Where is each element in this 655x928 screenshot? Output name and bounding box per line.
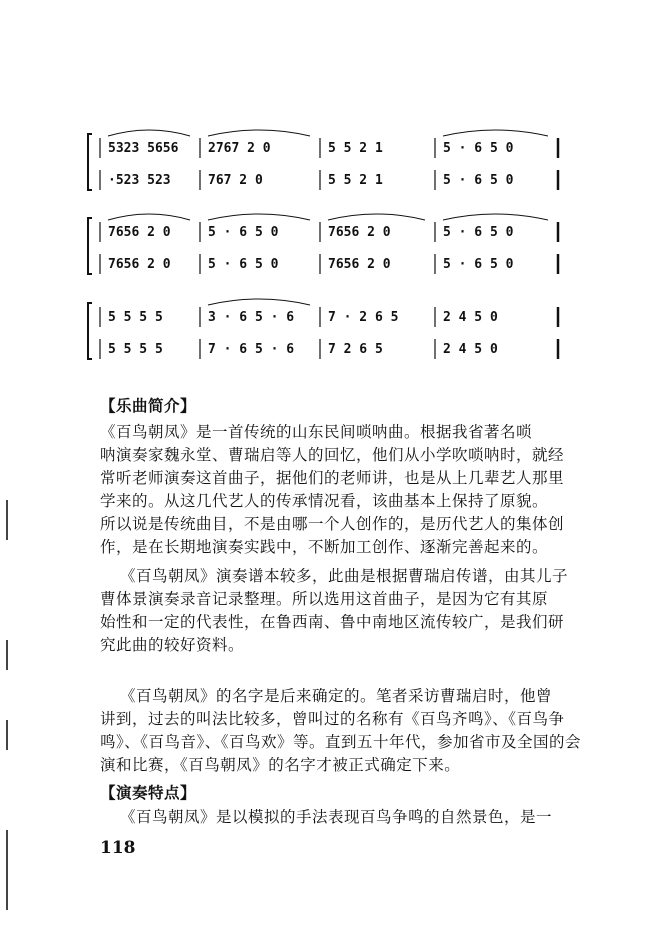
slur — [328, 214, 425, 220]
slur — [208, 130, 310, 136]
measure-notes: 7656 2 0 — [108, 257, 171, 272]
measure-notes: 5 · 6 5 0 — [443, 225, 514, 240]
intro-paragraph-2 — [100, 565, 580, 657]
measure-notes: 5 · 6 5 0 — [443, 141, 514, 156]
measure-notes: 7 · 2 6 5 — [328, 310, 399, 325]
slur — [208, 214, 310, 220]
intro-paragraph-3 — [100, 685, 580, 777]
intro-paragraph-1 — [100, 421, 580, 559]
measure-notes: 5 · 6 5 0 — [443, 257, 514, 272]
measure-notes: 3 · 6 5 · 6 — [208, 310, 295, 325]
slur — [108, 130, 190, 136]
text-line: 呐演奏家魏永堂、曹瑞启等人的回忆，他们从小学吹唢呐时，就经 — [100, 446, 565, 464]
text-line: 《百鸟朝凤》的名字是后来确定的。笔者采访曹瑞启时，他曾 — [120, 687, 553, 705]
text-line: 究此曲的较好资料。 — [100, 636, 245, 654]
measure-notes: ·523 523 — [108, 173, 171, 188]
text-line: 讲到，过去的叫法比较多，曾叫过的名称有《百鸟齐鸣》、《百鸟争 — [100, 710, 565, 728]
performance-heading: 【演奏特点】 — [100, 784, 197, 802]
binding-mark — [6, 720, 8, 750]
measure-notes: 5 · 6 5 0 — [443, 173, 514, 188]
text-line: 所以说是传统曲目，不是由哪一个人创作的，是历代艺人的集体创 — [100, 515, 565, 533]
intro-heading: 【乐曲简介】 — [100, 397, 197, 415]
slur — [208, 299, 310, 305]
slur — [443, 214, 548, 220]
measure-notes: 5 5 5 5 — [108, 342, 163, 357]
text-line: 演和比赛，《百鸟朝凤》的名字才被正式确定下来。 — [100, 756, 461, 774]
system-bracket — [88, 303, 92, 359]
system-bracket — [88, 134, 92, 190]
measure-notes: 5 5 2 1 — [328, 141, 383, 156]
binding-mark — [6, 500, 8, 540]
measure-notes: 7656 2 0 — [108, 225, 171, 240]
music-score — [80, 118, 580, 388]
measure-notes: 2 4 5 0 — [443, 342, 498, 357]
page-number: 118 — [100, 838, 136, 858]
slur — [108, 214, 190, 220]
text-line: 曹体景演奏录音记录整理。所以选用这首曲子，是因为它有其原 — [100, 590, 549, 608]
system-bracket — [88, 218, 92, 274]
binding-mark — [6, 640, 8, 670]
text-line: 始性和一定的代表性，在鲁西南、鲁中南地区流传较广，是我们研 — [100, 613, 565, 631]
measure-notes: 7 2 6 5 — [328, 342, 383, 357]
text-line: 鸣》、《百鸟音》、《百鸟欢》等。直到五十年代，参加省市及全国的会 — [100, 733, 582, 751]
slur — [443, 130, 548, 136]
binding-mark — [6, 830, 8, 910]
measure-notes: 5 5 2 1 — [328, 173, 383, 188]
measure-notes: 5 5 5 5 — [108, 310, 163, 325]
text-line: 常听老师演奏这首曲子，据他们的老师讲，也是从上几辈艺人那里 — [100, 469, 565, 487]
text-line: 《百鸟朝凤》演奏谱本较多，此曲是根据曹瑞启传谱，由其儿子 — [120, 567, 569, 585]
measure-notes: 5 · 6 5 0 — [208, 257, 279, 272]
measure-notes: 7656 2 0 — [328, 225, 391, 240]
measure-notes: 2767 2 0 — [208, 141, 271, 156]
performance-paragraph-1 — [100, 806, 580, 829]
measure-notes: 2 4 5 0 — [443, 310, 498, 325]
measure-notes: 7 · 6 5 · 6 — [208, 342, 295, 357]
measure-notes: 7656 2 0 — [328, 257, 391, 272]
measure-notes: 767 2 0 — [208, 173, 263, 188]
text-line: 《百鸟朝凤》是一首传统的山东民间唢呐曲。根据我省著名唢 — [100, 423, 533, 441]
text-line: 《百鸟朝凤》是以模拟的手法表现百鸟争鸣的自然景色，是一 — [120, 808, 553, 826]
measure-notes: 5323 5656 — [108, 141, 179, 156]
text-line: 学来的。从这几代艺人的传承情况看，该曲基本上保持了原貌。 — [100, 492, 549, 510]
measure-notes: 5 · 6 5 0 — [208, 225, 279, 240]
text-line: 作，是在长期地演奏实践中，不断加工创作、逐渐完善起来的。 — [100, 538, 549, 556]
